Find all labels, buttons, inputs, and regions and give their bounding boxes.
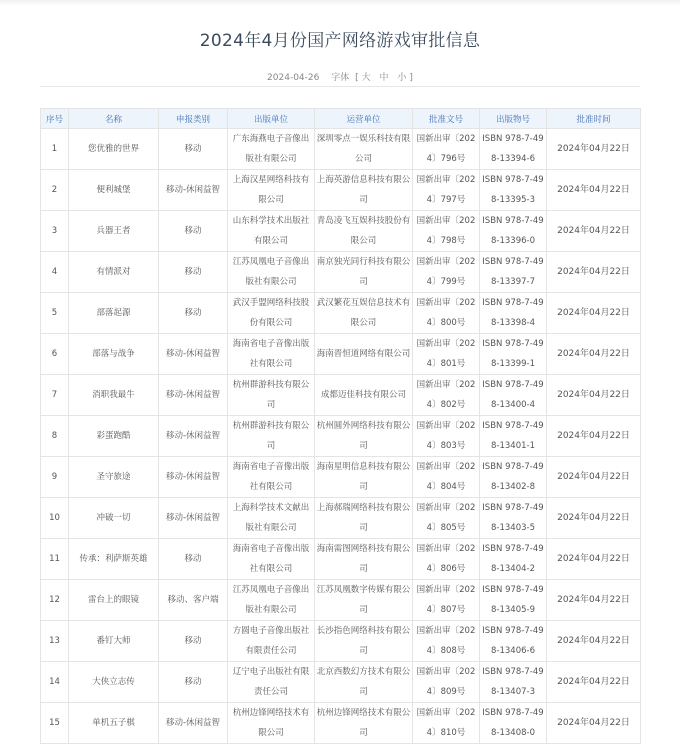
- cell-isbn: ISBN 978-7-498-13404-2: [480, 539, 547, 580]
- header-operator: 运营单位: [315, 109, 413, 129]
- cell-no: 14: [41, 662, 69, 703]
- cell-name: 单机五子棋: [69, 703, 159, 744]
- cell-isbn: ISBN 978-7-498-13401-1: [480, 416, 547, 457]
- table-row: [41, 293, 641, 334]
- cell-category: 移动: [159, 252, 228, 293]
- header-publisher: 出版单位: [228, 109, 315, 129]
- table-row: [41, 539, 641, 580]
- cell-isbn: ISBN 978-7-498-13407-3: [480, 662, 547, 703]
- cell-operator: 上海英游信息科技有限公司: [315, 170, 413, 211]
- cell-approval: 国新出审〔2024〕800号: [413, 293, 480, 334]
- cell-date: 2024年04月22日: [547, 252, 641, 293]
- cell-name: 彩蛋跑酷: [69, 416, 159, 457]
- cell-approval: 国新出审〔2024〕810号: [413, 703, 480, 744]
- cell-name: 有情派对: [69, 252, 159, 293]
- cell-isbn: ISBN 978-7-498-13403-5: [480, 498, 547, 539]
- cell-no: 13: [41, 621, 69, 662]
- cell-approval: 国新出审〔2024〕799号: [413, 252, 480, 293]
- cell-approval: 国新出审〔2024〕808号: [413, 621, 480, 662]
- cell-no: 2: [41, 170, 69, 211]
- cell-no: 3: [41, 211, 69, 252]
- cell-publisher: 海南省电子音像出版社有限公司: [228, 457, 315, 498]
- table-row: [41, 129, 641, 170]
- cell-name: 您优雅的世界: [69, 129, 159, 170]
- cell-date: 2024年04月22日: [547, 621, 641, 662]
- cell-name: 便利城堡: [69, 170, 159, 211]
- cell-approval: 国新出审〔2024〕798号: [413, 211, 480, 252]
- cell-category: 移动-休闲益智: [159, 457, 228, 498]
- table-row: [41, 498, 641, 539]
- cell-approval: 国新出审〔2024〕804号: [413, 457, 480, 498]
- cell-category: 移动-休闲益智: [159, 375, 228, 416]
- cell-date: 2024年04月22日: [547, 416, 641, 457]
- cell-isbn: ISBN 978-7-498-13395-3: [480, 170, 547, 211]
- cell-name: 兵器王者: [69, 211, 159, 252]
- cell-date: 2024年04月22日: [547, 662, 641, 703]
- cell-isbn: ISBN 978-7-498-13408-0: [480, 703, 547, 744]
- cell-name: 番钉大师: [69, 621, 159, 662]
- table-row: [41, 252, 641, 293]
- cell-category: 移动: [159, 662, 228, 703]
- cell-approval: 国新出审〔2024〕796号: [413, 129, 480, 170]
- cell-name: 部落与战争: [69, 334, 159, 375]
- cell-approval: 国新出审〔2024〕803号: [413, 416, 480, 457]
- cell-operator: 海南星明信息科技有限公司: [315, 457, 413, 498]
- cell-category: 移动-休闲益智: [159, 498, 228, 539]
- cell-no: 1: [41, 129, 69, 170]
- cell-isbn: ISBN 978-7-498-13402-8: [480, 457, 547, 498]
- header-no: 序号: [41, 109, 69, 129]
- header-category: 申报类别: [159, 109, 228, 129]
- cell-publisher: 杭州群游科技有限公司: [228, 375, 315, 416]
- cell-operator: 杭州圆外网络科技有限公司: [315, 416, 413, 457]
- cell-operator: 上海郝瑞网络科技有限公司: [315, 498, 413, 539]
- cell-name: 大侠立志传: [69, 662, 159, 703]
- cell-publisher: 上海科学技术文献出版社有限公司: [228, 498, 315, 539]
- cell-date: 2024年04月22日: [547, 334, 641, 375]
- cell-category: 移动: [159, 293, 228, 334]
- approval-table: [40, 108, 641, 744]
- cell-operator: 深圳零点一娱乐科技有限公司: [315, 129, 413, 170]
- cell-approval: 国新出审〔2024〕797号: [413, 170, 480, 211]
- font-size-label: 字体: [331, 73, 350, 83]
- table-row: [41, 621, 641, 662]
- cell-category: 移动: [159, 539, 228, 580]
- cell-isbn: ISBN 978-7-498-13398-4: [480, 293, 547, 334]
- cell-operator: 海南需图网络科技有限公司: [315, 539, 413, 580]
- cell-isbn: ISBN 978-7-498-13405-9: [480, 580, 547, 621]
- cell-no: 15: [41, 703, 69, 744]
- cell-category: 移动-休闲益智: [159, 170, 228, 211]
- cell-category: 移动: [159, 621, 228, 662]
- cell-operator: 南京独光同行科技有限公司: [315, 252, 413, 293]
- cell-publisher: 海南省电子音像出版社有限公司: [228, 334, 315, 375]
- page-title: 2024年4月份国产网络游戏审批信息: [199, 31, 481, 51]
- cell-date: 2024年04月22日: [547, 580, 641, 621]
- divider: [40, 86, 640, 87]
- cell-name: 部落起源: [69, 293, 159, 334]
- table-row: [41, 457, 641, 498]
- cell-isbn: ISBN 978-7-498-13394-6: [480, 129, 547, 170]
- cell-operator: 海南晋恒道网络有限公司: [315, 334, 413, 375]
- table-row: [41, 334, 641, 375]
- table-row: [41, 375, 641, 416]
- cell-approval: 国新出审〔2024〕809号: [413, 662, 480, 703]
- cell-publisher: 江苏凤凰电子音像出版社有限公司: [228, 580, 315, 621]
- font-size-control: 字体 [ 大 中 小 ]: [331, 73, 413, 83]
- cell-operator: 青岛凌飞互娱科技股份有限公司: [315, 211, 413, 252]
- cell-approval: 国新出审〔2024〕806号: [413, 539, 480, 580]
- cell-category: 移动-休闲益智: [159, 334, 228, 375]
- cell-publisher: 方圆电子音像出版社有限责任公司: [228, 621, 315, 662]
- cell-no: 6: [41, 334, 69, 375]
- cell-operator: 北京西数幻方技术有限公司: [315, 662, 413, 703]
- font-size-small[interactable]: 小: [397, 73, 407, 83]
- cell-name: 消职我最牛: [69, 375, 159, 416]
- table-header-row: [41, 109, 641, 129]
- cell-date: 2024年04月22日: [547, 293, 641, 334]
- cell-category: 移动: [159, 129, 228, 170]
- cell-publisher: 杭州群游科技有限公司: [228, 416, 315, 457]
- cell-category: 移动、客户端: [159, 580, 228, 621]
- cell-publisher: 杭州边锋网络技术有限公司: [228, 703, 315, 744]
- cell-name: 冲破一切: [69, 498, 159, 539]
- cell-operator: 杭州边锋网络技术有限公司: [315, 703, 413, 744]
- cell-date: 2024年04月22日: [547, 539, 641, 580]
- table-row: [41, 170, 641, 211]
- font-size-large[interactable]: 大: [361, 73, 371, 83]
- cell-no: 10: [41, 498, 69, 539]
- cell-operator: 江苏凤凰数字传媒有限公司: [315, 580, 413, 621]
- cell-isbn: ISBN 978-7-498-13399-1: [480, 334, 547, 375]
- cell-operator: 长沙指色网络科技有限公司: [315, 621, 413, 662]
- cell-publisher: 山东科学技术出版社有限公司: [228, 211, 315, 252]
- cell-operator: 武汉繁花互娱信息技术有限公司: [315, 293, 413, 334]
- cell-isbn: ISBN 978-7-498-13396-0: [480, 211, 547, 252]
- cell-publisher: 江苏凤凰电子音像出版社有限公司: [228, 252, 315, 293]
- cell-no: 7: [41, 375, 69, 416]
- article-meta: [0, 70, 680, 83]
- cell-approval: 国新出审〔2024〕801号: [413, 334, 480, 375]
- table-row: [41, 580, 641, 621]
- cell-no: 4: [41, 252, 69, 293]
- publish-date: 2024-04-26: [267, 73, 320, 83]
- top-shadow: [0, 0, 680, 6]
- cell-publisher: 武汉手盟网络科技股份有限公司: [228, 293, 315, 334]
- header-approval: 批准文号: [413, 109, 480, 129]
- header-name: 名称: [69, 109, 159, 129]
- cell-publisher: 上海汉星网络科技有限公司: [228, 170, 315, 211]
- cell-date: 2024年04月22日: [547, 457, 641, 498]
- cell-approval: 国新出审〔2024〕807号: [413, 580, 480, 621]
- header-isbn: 出版物号: [480, 109, 547, 129]
- cell-category: 移动-休闲益智: [159, 703, 228, 744]
- cell-no: 8: [41, 416, 69, 457]
- cell-no: 12: [41, 580, 69, 621]
- cell-name: 传承：利萨斯英雄: [69, 539, 159, 580]
- header-date: 批准时间: [547, 109, 641, 129]
- cell-date: 2024年04月22日: [547, 703, 641, 744]
- cell-no: 9: [41, 457, 69, 498]
- cell-publisher: 广东海燕电子音像出版社有限公司: [228, 129, 315, 170]
- cell-approval: 国新出审〔2024〕805号: [413, 498, 480, 539]
- cell-category: 移动-休闲益智: [159, 416, 228, 457]
- table-row: [41, 211, 641, 252]
- cell-publisher: 辽宁电子出版社有限责任公司: [228, 662, 315, 703]
- table-row: [41, 662, 641, 703]
- cell-isbn: ISBN 978-7-498-13397-7: [480, 252, 547, 293]
- cell-date: 2024年04月22日: [547, 375, 641, 416]
- cell-approval: 国新出审〔2024〕802号: [413, 375, 480, 416]
- cell-no: 11: [41, 539, 69, 580]
- cell-name: 雷台上的眼镜: [69, 580, 159, 621]
- cell-date: 2024年04月22日: [547, 211, 641, 252]
- font-size-medium[interactable]: 中: [379, 73, 389, 83]
- table-row: [41, 703, 641, 744]
- cell-isbn: ISBN 978-7-498-13400-4: [480, 375, 547, 416]
- cell-operator: 成都迈佳科技有限公司: [315, 375, 413, 416]
- cell-category: 移动: [159, 211, 228, 252]
- cell-no: 5: [41, 293, 69, 334]
- cell-date: 2024年04月22日: [547, 498, 641, 539]
- cell-isbn: ISBN 978-7-498-13406-6: [480, 621, 547, 662]
- cell-date: 2024年04月22日: [547, 170, 641, 211]
- table-row: [41, 416, 641, 457]
- cell-publisher: 海南省电子音像出版社有限公司: [228, 539, 315, 580]
- cell-date: 2024年04月22日: [547, 129, 641, 170]
- cell-name: 圣守旅途: [69, 457, 159, 498]
